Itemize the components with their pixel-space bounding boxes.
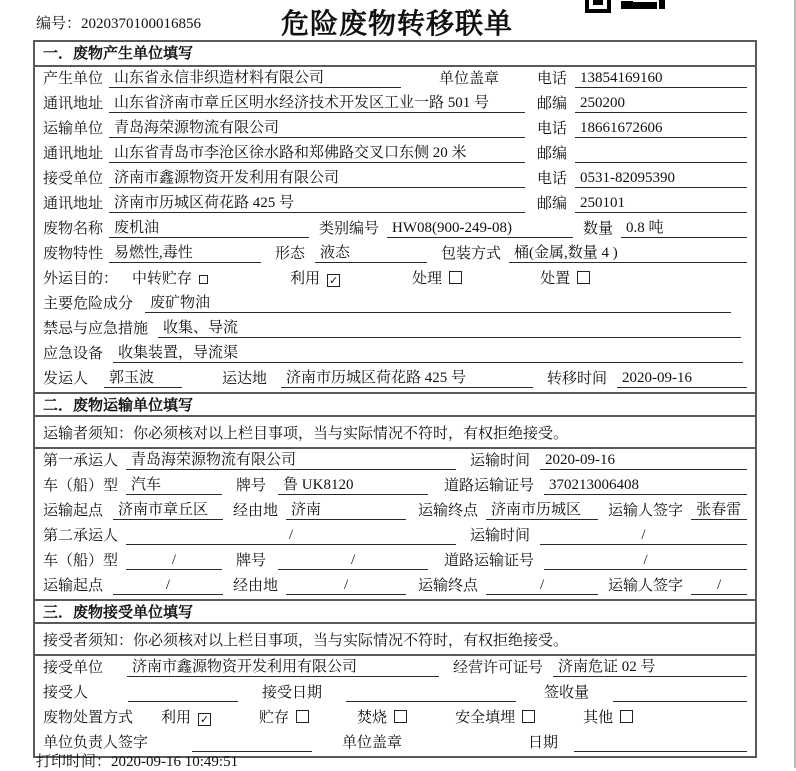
doc-number-label: 编号： [36,16,82,32]
vehicle2-license-label: 道路运输证号 [444,553,535,569]
disposal-option-landfill: 安全填埋 [455,706,535,727]
route2-start-value: / [113,577,223,595]
carrier1-time-label: 运输时间 [470,453,531,469]
dispatch-time-label: 转移时间 [547,371,608,387]
row-vehicle1 [35,474,755,499]
equipment-label: 应急设备 [43,346,104,362]
producer-address-value: 山东省济南市章丘区明水经济技术开发区工业一路 501 号 [109,91,525,113]
qr-code-partial-icon [585,0,665,13]
row-producer-address [35,92,755,117]
accept-date-value [346,684,516,702]
producer-label: 产生单位 [43,71,104,87]
row-waste-traits [35,242,755,267]
purpose-option-dispose: 处置 [540,267,590,288]
row-vehicle2 [35,549,755,574]
row-route2 [35,574,755,599]
emergency-label: 禁忌与应急措施 [43,321,149,337]
waste-quantity-label: 数量 [583,221,614,237]
transport-address-label: 通讯地址 [43,146,104,162]
dispatch-dest-value: 济南市历城区荷花路 425 号 [281,366,533,388]
acceptor-label: 接受人 [43,685,89,701]
waste-name-label: 废物名称 [43,221,104,237]
checkbox-disposal-incinerate [394,710,407,723]
checkbox-disposal-utilize: ✓ [199,713,210,726]
row-transport-unit [35,117,755,142]
route1-via-label: 经由地 [233,503,279,519]
row-accept-unit [35,656,755,681]
vehicle1-type: 汽车 [126,473,222,495]
route2-sign-label: 运输人签字 [608,578,684,594]
vehicle1-plate-value: 鲁 UK8120 [278,473,428,495]
purpose-option-transfer-storage: 中转贮存 [132,267,208,288]
row-dispatch [35,367,755,392]
signature-label: 单位负责人签字 [43,735,149,751]
waste-packing-label: 包装方式 [441,246,502,262]
purpose-label: 外运目的： [43,271,119,287]
waste-traits-value: 易燃性,毒性 [109,241,261,263]
row-route1 [35,499,755,524]
receive-phone-label: 电话 [536,171,567,187]
row-disposal [35,706,755,731]
transport-unit-value: 青岛海荣源物流有限公司 [109,116,525,138]
transport-phone-label: 电话 [536,121,567,137]
accept-unit-label: 接受单位 [43,660,104,676]
route1-end-label: 运输终点 [418,503,479,519]
producer-zip-value: 250200 [575,95,747,113]
waste-state-label: 形态 [275,246,306,262]
vehicle1-license-label: 道路运输证号 [444,478,535,494]
transport-phone-value: 18661672606 [575,120,747,138]
waste-name-value: 废机油 [109,216,309,238]
disposal-option-incinerate: 焚烧 [357,706,407,727]
section2-notice: 运输者须知：你必须核对以上栏目事项，当与实际情况不符时，有权拒绝接受。 [35,417,755,449]
waste-state-value: 液态 [315,241,427,263]
carrier1-label: 第一承运人 [43,453,119,469]
vehicle2-plate-value: / [278,552,428,570]
route2-start-label: 运输起点 [43,578,104,594]
emergency-value: 收集、导流 [158,316,741,338]
dispatch-time-value: 2020-09-16 [617,370,747,388]
route2-via-label: 经由地 [233,578,279,594]
row-hazard [35,292,755,317]
row-carrier2 [35,524,755,549]
equipment-value: 收集装置，导流渠 [113,341,743,363]
disposal-option-utilize: 利用 ✓ [161,710,210,726]
checkbox-disposal-landfill [522,710,535,723]
section3-heading: 三．废物接受单位填写 [35,599,755,624]
accept-unit-value: 济南市鑫源物资开发利用有限公司 [127,655,439,677]
doc-number-value: 2020370100016856 [81,16,202,32]
waste-category-value: HW08(900-249-08) [387,220,573,238]
vehicle1-license-value: 370213006408 [544,477,747,495]
receive-address-value: 济南市历城区荷花路 425 号 [109,191,525,213]
disposal-label: 废物处置方式 [43,710,134,726]
receive-zip-label: 邮编 [536,196,567,212]
transport-zip-label: 邮编 [536,146,567,162]
producer-phone-label: 电话 [536,71,567,87]
signature-date-value [574,734,747,752]
vehicle2-license-value: / [544,552,747,570]
dispatch-label: 发运人 [43,371,89,387]
receive-address-label: 通讯地址 [43,196,104,212]
producer-value: 山东省永信非织造材料有限公司 [109,66,401,88]
accept-license-value: 济南危证 02 号 [553,655,747,677]
vehicle2-plate-label: 牌号 [236,553,267,569]
print-time-value: 2020-09-16 10:49:51 [111,754,239,770]
route2-end-value: / [486,577,598,595]
receive-zip-value: 250101 [575,195,747,213]
row-receive-unit [35,167,755,192]
checkbox-utilize: ✓ [328,274,339,287]
checkbox-treat [449,271,462,284]
receive-unit-value: 济南市鑫源物资开发利用有限公司 [109,166,525,188]
row-producer [35,67,755,92]
checkbox-dispose [577,271,590,284]
waste-packing-value: 桶(金属,数量 4 ) [509,241,747,263]
producer-seal-label: 单位盖章 [439,71,500,87]
checkbox-transfer-storage [199,275,208,284]
signature-date-label: 日期 [528,735,559,751]
row-purpose [35,267,755,292]
route2-via-value: / [286,577,406,595]
row-transport-address [35,142,755,167]
signature-seal-label: 单位盖章 [342,735,403,751]
vehicle2-label: 车（船）型 [43,553,119,569]
manifest-form [33,40,757,758]
disposal-option-store: 贮存 [259,706,309,727]
checkbox-disposal-other [620,710,633,723]
hazard-label: 主要危险成分 [43,296,134,312]
disposal-option-other: 其他 [583,706,633,727]
row-emergency [35,317,755,342]
producer-address-label: 通讯地址 [43,96,104,112]
row-receive-address [35,192,755,217]
carrier2-time-value: / [540,527,747,545]
transport-zip-value [575,145,747,163]
acceptor-value [128,684,238,702]
route2-sign-value: / [691,577,747,595]
carrier2-label: 第二承运人 [43,528,119,544]
accept-date-label: 接受日期 [262,685,323,701]
hazard-value: 废矿物油 [145,291,731,313]
dispatch-person: 郭玉波 [104,366,182,388]
checkbox-disposal-store [296,710,309,723]
purpose-option-utilize: 利用 ✓ [290,271,339,287]
page-title: 危险废物转移联单 [280,9,513,40]
row-waste-name [35,217,755,242]
route2-end-label: 运输终点 [418,578,479,594]
route1-sign-value: 张春雷 [691,498,747,520]
transport-address-value: 山东省青岛市李沧区徐水路和郑佛路交叉口东侧 20 米 [109,141,525,163]
accept-qty-label: 签收量 [544,685,590,701]
route1-sign-label: 运输人签字 [608,503,684,519]
section2-heading: 二．废物运输单位填写 [35,392,755,417]
purpose-option-treat: 处理 [412,267,462,288]
waste-traits-label: 废物特性 [43,246,104,262]
route1-start-label: 运输起点 [43,503,104,519]
route1-start-value: 济南市章丘区 [113,498,223,520]
carrier1-value: 青岛海荣源物流有限公司 [126,448,456,470]
row-carrier1 [35,449,755,474]
transport-unit-label: 运输单位 [43,121,104,137]
row-equipment [35,342,755,367]
waste-category-label: 类别编号 [319,221,380,237]
carrier1-time-value: 2020-09-16 [540,452,747,470]
carrier2-time-label: 运输时间 [470,528,531,544]
waste-quantity-value: 0.8 吨 [621,216,747,238]
vehicle2-type: / [126,552,222,570]
producer-zip-label: 邮编 [536,96,567,112]
receive-unit-label: 接受单位 [43,171,104,187]
vehicle1-plate-label: 牌号 [236,478,267,494]
section3-notice: 接受者须知：你必须核对以上栏目事项，当与实际情况不符时，有权拒绝接受。 [35,624,755,656]
route1-end-value: 济南市历城区 [486,498,598,520]
producer-phone-value: 13854169160 [575,70,747,88]
print-time-label: 打印时间： [36,754,112,770]
row-acceptor [35,681,755,706]
accept-license-label: 经营许可证号 [453,660,544,676]
carrier2-value: / [126,527,456,545]
accept-qty-value [613,684,747,702]
route1-via-value: 济南 [286,498,406,520]
dispatch-dest-label: 运达地 [222,371,268,387]
receive-phone-value: 0531-82095390 [575,170,747,188]
section1-heading: 一．废物产生单位填写 [35,42,755,67]
vehicle1-label: 车（船）型 [43,478,119,494]
